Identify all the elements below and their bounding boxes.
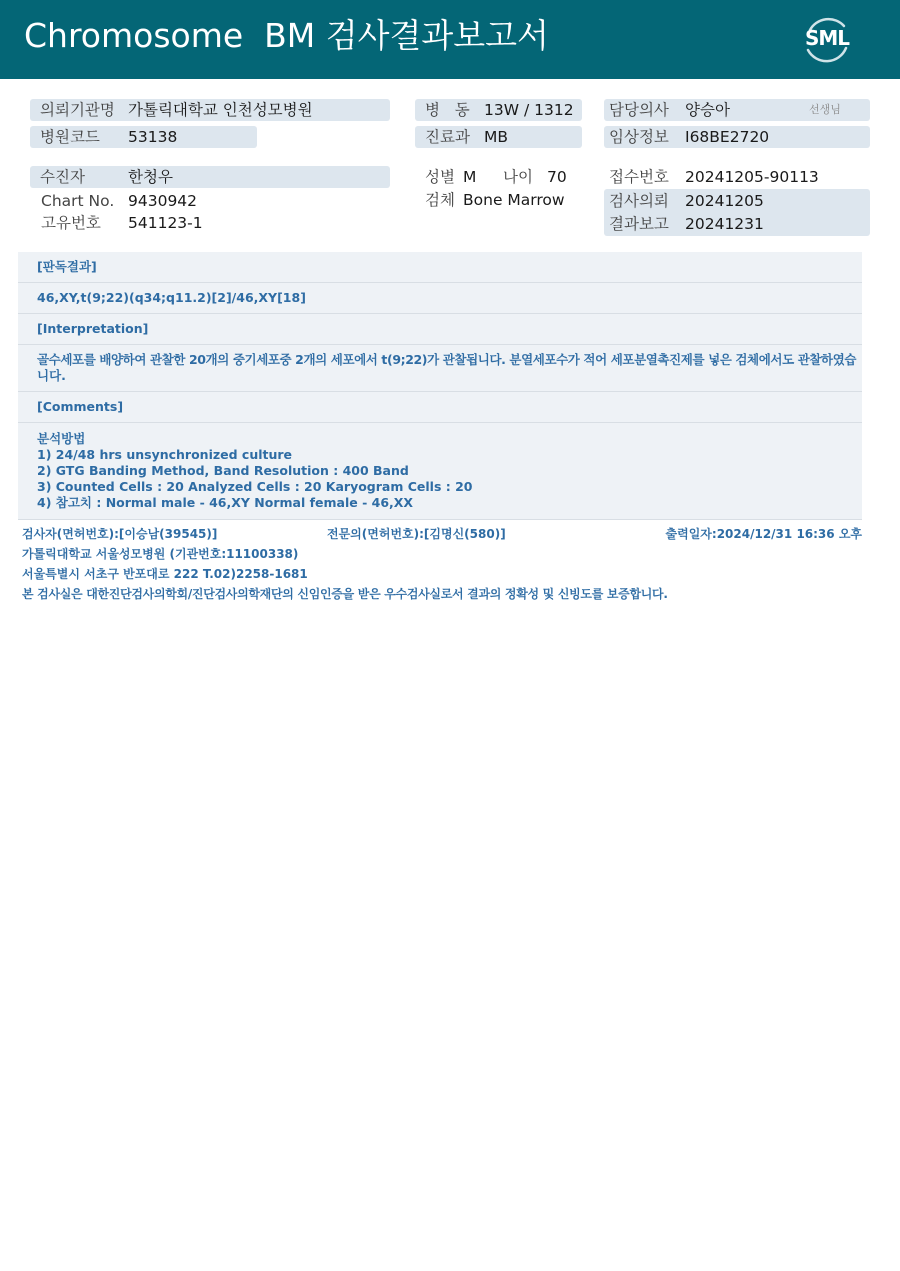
institution-field [30,99,390,121]
method-item-3: 3) Counted Cells : 20 Analyzed Cells : 20 Karyogram Cells : 20 [37,479,473,494]
patient-field [30,166,390,188]
clinical-label: 임상정보 [609,128,669,146]
interpretation-text [18,344,862,391]
method-item-2: 2) GTG Banding Method, Band Resolution : 400 Band [37,463,409,478]
unique-no-field [30,212,390,234]
hospital-code-field [30,126,257,148]
receipt-field [604,166,870,188]
method-block [18,422,862,519]
institution-value: 가톨릭대학교 인천성모병원 [128,101,313,119]
ward-field [415,99,582,121]
patient-value: 한청우 [128,168,173,186]
clinical-field [604,126,870,148]
unique-no-label: 고유번호 [41,214,101,232]
receipt-label: 접수번호 [609,168,669,186]
unique-no-value: 541123-1 [128,214,203,232]
chart-no-field [30,190,390,212]
sex-label: 성별 [425,168,455,186]
dept-label: 진료과 [425,128,470,146]
report-date-label: 결과보고 [609,215,669,233]
request-label: 검사의뢰 [609,192,669,210]
sml-logo [800,12,854,66]
finding-heading: [판독결과] [37,259,97,274]
specimen-field [415,189,595,211]
finding-value: 46,XY,t(9;22)(q34;q11.2)[2]/46,XY[18] [18,282,862,313]
comments-heading: [Comments] [18,391,862,422]
report-header [0,0,900,79]
age-label: 나이 [503,168,533,186]
logo-text: SML [804,26,850,50]
sex-age-field [415,166,582,188]
patient-label: 수진자 [40,168,85,186]
method-item-4: 4) 참고치 : Normal male - 46,XY Normal female - 46,XX [37,495,414,510]
specimen-value: Bone Marrow [463,191,565,209]
dept-field [415,126,582,148]
request-value: 20241205 [685,192,764,210]
address-text: 서울특별시 서초구 반포대로 222 T.02)2258-1681 [22,567,308,581]
interpretation-line-2: 니다. [37,368,66,383]
doctor-value: 양승아 [685,101,730,119]
report-date-field [604,213,870,235]
ward-value: 13W / 1312 [484,101,574,119]
receipt-value: 20241205-90113 [685,168,819,186]
age-value: 70 [547,168,567,186]
doctor-suffix: 선생님 [809,103,841,116]
org-text: 가톨릭대학교 서울성모병원 (기관번호:11100338) [22,547,299,561]
dates-block [604,189,870,236]
examiner-text: 검사자(면허번호):[이승남(39545)] [22,527,218,541]
method-item-1: 1) 24/48 hrs unsynchronized culture [37,447,293,462]
hospital-code-value: 53138 [128,128,178,146]
chart-no-value: 9430942 [128,192,198,210]
chart-no-label: Chart No. [41,192,115,210]
printed-date-text: 출력일자:2024/12/31 16:36 오후 [665,527,862,541]
report-title: Chromosome BM 검사결과보고서 [24,16,549,55]
institution-label: 의뢰기관명 [40,101,115,119]
request-field [604,190,870,212]
result-section [18,252,862,520]
doctor-label: 담당의사 [609,101,669,119]
hospital-code-label: 병원코드 [40,128,100,146]
doctor-field [604,99,870,121]
clinical-value: I68BE2720 [685,128,770,146]
specialist-text: 전문의(면허번호):[김명신(580)] [327,527,506,541]
specimen-label: 검체 [425,191,455,209]
interpretation-line-1: 골수세포를 배양하여 관찰한 20개의 중기세포중 2개의 세포에서 t(9;22)가 관찰됩니다. 분열세포수가 적어 세포분열촉진제를 넣은 검체에서도 관찰하였습 [37,352,857,367]
certification-text: 본 검사실은 대한진단검사의학회/진단검사의학재단의 신임인증을 받은 우수검사실로서 결과의 정확성 및 신빙도를 보증합니다. [22,587,668,601]
dept-value: MB [484,128,509,146]
interpretation-heading: [Interpretation] [18,313,862,344]
method-title: 분석방법 [37,431,86,446]
ward-label: 병 동 [425,101,470,119]
sex-value: M [463,168,477,186]
report-date-value: 20241231 [685,215,764,233]
